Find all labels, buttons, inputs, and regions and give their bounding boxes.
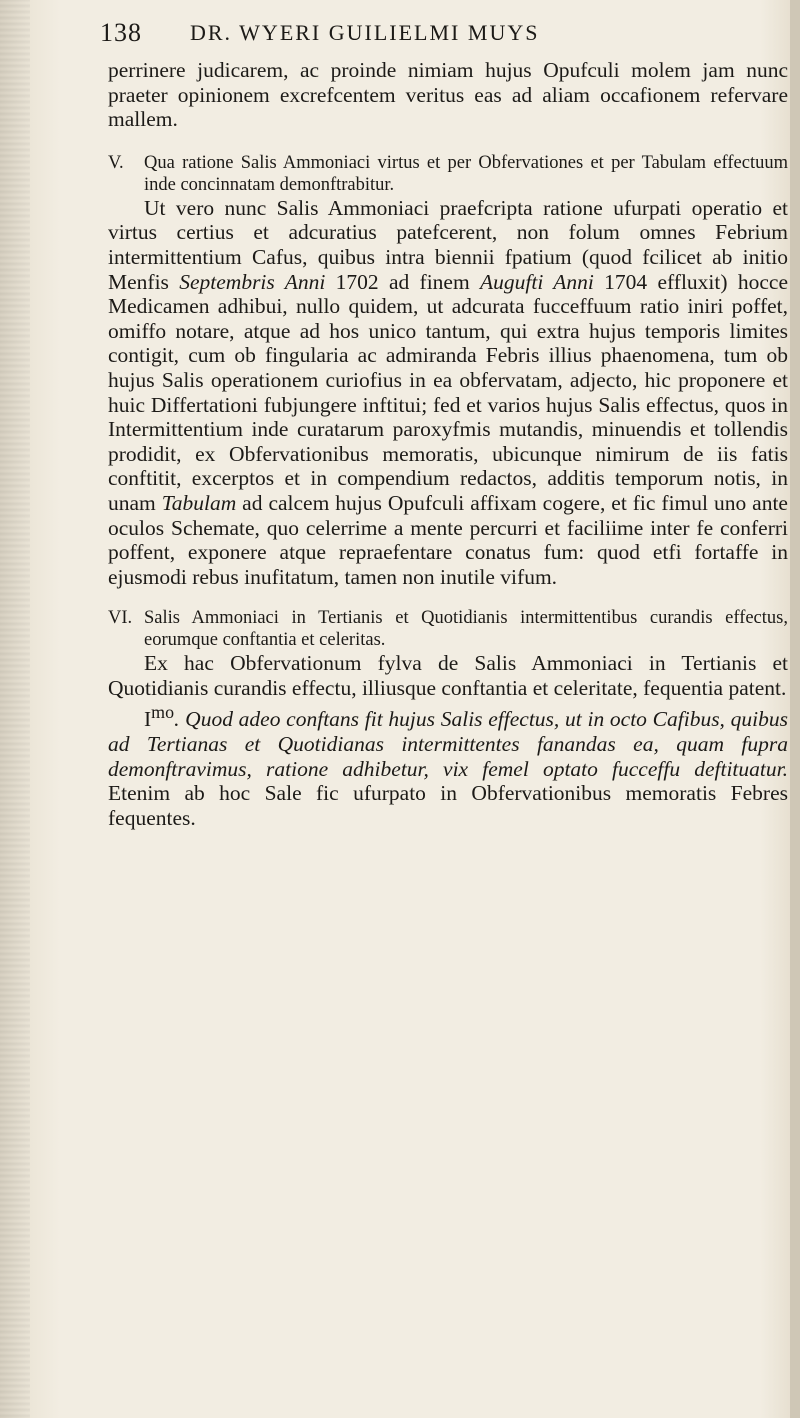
paragraph-2 xyxy=(108,196,788,590)
section-number: V. xyxy=(108,152,124,173)
text-run: I xyxy=(144,707,152,732)
running-head: DR. WYERI GUILIELMI MUYS xyxy=(190,20,540,45)
italic-run: Augufti Anni xyxy=(480,269,594,294)
book-gutter xyxy=(0,0,30,1418)
italic-run: . Quod adeo conftans fit hujus Salis effectus, ut in octo Cafibus, quibus ad Tertianas et Quotidianas intermittentes fanandas ea, quam fupra demonftravimus, ratione adhibetur, vix femel optato fucceffu deftituatur. xyxy=(108,707,788,781)
section-title: Salis Ammoniaci in Tertianis et Quotidianis intermittentibus curandis effectus, eorumque conftantia et celeritas. xyxy=(144,608,788,651)
section-title: Qua ratione Salis Ammoniaci virtus et per Obfervationes et per Tabulam effectuum inde concinnatam demonftrabitur. xyxy=(144,152,788,195)
italic-run: Tabulam xyxy=(161,490,237,515)
text-run: ad calcem hujus Opufculi affixam cogere, et fic fimul uno ante oculos Schemate, quo celerrime a mente percurri et faciliime inter fe conferri poffent, exponere atque repraefentare conatus fum: quod etfi fortaffe in ejusmodi rebus inufitatum, tamen non inutile vifum. xyxy=(108,490,788,589)
paragraph-4 xyxy=(108,700,788,830)
section-number: VI. xyxy=(108,608,133,629)
text-run: 1704 effluxit) hocce Medicamen adhibui, nullo quidem, ut adcurata fucceffuum ratio iniri poffet, omiffo notare, atque ad hos unico tantum, qui extra hujus temporis limites contigit, cum ob fingularia ac admiranda Febris illius phaenomena, tum ob hujus Salis operationem curiofius in ea obfervatam, adjecto, hic proponere et huic Differtationi fubjungere inftitui; fed et varios hujus Salis effectus, quos in Intermittentium inde curatarum paroxyfmis mutandis, minuendis et tollendis prodidit, ex Obfervationibus memoratis, ubicunque nimirum de iis fatis conftitit, excerptos et in compendium redactos, additis temporum notis, in unam xyxy=(108,269,788,515)
text-run: Ut vero nunc Salis Ammoniaci praefcripta ratione ufurpati operatio et virtus certius et adcuratius patefcerent, non folum omnes Febrium intermittentium Cafus, quibus intra biennii fpatium (quod fcilicet ab initio Menfis xyxy=(108,195,788,294)
section-heading-vi xyxy=(108,607,788,651)
page-header xyxy=(100,18,700,54)
page-edge xyxy=(790,0,800,1418)
paragraph-1: perrinere judicarem, ac proinde nimiam hujus Opufculi molem jam nunc praeter opinionem excrefcentem veritus eas ad aliam occafionem refervare mallem. xyxy=(108,58,788,132)
superscript: mo xyxy=(151,702,175,723)
italic-run: Septembris Anni xyxy=(179,269,326,294)
text-run: 1702 ad finem xyxy=(325,269,481,294)
text-run: Etenim ab hoc Sale fic ufurpato in Obfervationibus memoratis Febres fequentes. xyxy=(108,781,788,830)
section-heading-v xyxy=(108,152,788,196)
paragraph-3: Ex hac Obfervationum fylva de Salis Ammoniaci in Tertianis et Quotidianis curandis effectu, illiusque conftantia et celeritate, fequentia patent. xyxy=(108,651,788,700)
page-number: 138 xyxy=(100,18,142,47)
page-text xyxy=(108,58,788,831)
